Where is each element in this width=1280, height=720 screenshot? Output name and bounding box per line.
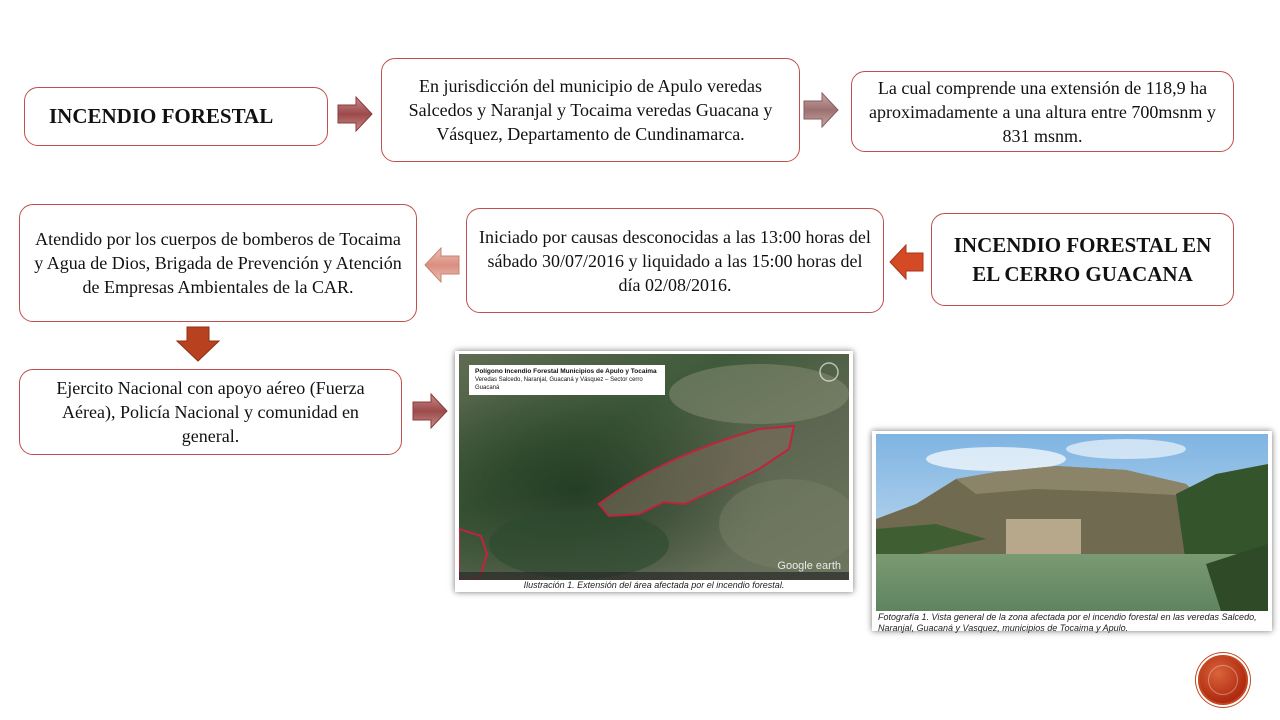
- map-illustration: [455, 351, 853, 592]
- location-box: [381, 58, 800, 162]
- extension-text: La cual comprende una extensión de 118,9 ha aproximadamente a una altura entre 700msnm y 831 msnm.: [869, 77, 1216, 146]
- landscape-photo-image: [876, 434, 1268, 611]
- map-label-subtitle: Veredas Salcedo, Naranjal, Guacaná y Vásquez – Sector cerro Guacaná: [475, 377, 643, 391]
- landscape-photo: [872, 431, 1272, 631]
- cerro-guacana-title: INCENDIO FORESTAL EN EL CERRO GUACANA: [953, 232, 1212, 286]
- location-text: En jurisdicción del municipio de Apulo veredas Salcedos y Naranjal y Tocaima veredas Guacana y Vásquez, Departamento de Cundinamarca.: [408, 76, 773, 144]
- right-arrow-icon: [802, 92, 840, 128]
- map-legend-label: [469, 365, 665, 395]
- left-arrow-icon: [888, 244, 924, 280]
- attended-box: [19, 204, 417, 322]
- photo-caption: Fotografía 1. Vista general de la zona afectada por el incendio forestal en las veredas Salcedo, Naranjal, Guacaná y Vasquez, municipios de Tocaima y Apulo.: [878, 612, 1257, 633]
- extension-box: [851, 71, 1234, 152]
- dates-box: [466, 208, 884, 313]
- next-slide-button[interactable]: [1198, 655, 1248, 705]
- incendio-forestal-box: [24, 87, 328, 146]
- map-caption: Ilustración 1. Extensión del área afectada por el incendio forestal.: [523, 580, 785, 590]
- attended-text: Atendido por los cuerpos de bomberos de Tocaima y Agua de Dios, Brigada de Prevención y Atención de Empresas Ambientales de la CAR.: [34, 229, 402, 297]
- map-watermark: Google earth: [777, 560, 841, 572]
- right-arrow-icon: [336, 96, 374, 132]
- dates-text: Iniciado por causas desconocidas a las 13:00 horas del sábado 30/07/2016 y liquidado a las 15:00 horas del día 02/08/2016.: [479, 226, 871, 295]
- incendio-forestal-title: INCENDIO FORESTAL: [49, 104, 274, 128]
- map-label-title: Polígono Incendio Forestal Municipios de Apulo y Tocaima: [475, 368, 657, 375]
- cerro-guacana-box: [931, 213, 1234, 306]
- right-arrow-icon: [411, 393, 449, 429]
- left-arrow-icon: [423, 247, 461, 283]
- down-arrow-icon: [176, 326, 220, 362]
- support-box: [19, 369, 402, 455]
- support-text: Ejercito Nacional con apoyo aéreo (Fuerza Aérea), Policía Nacional y comunidad en general.: [56, 378, 365, 446]
